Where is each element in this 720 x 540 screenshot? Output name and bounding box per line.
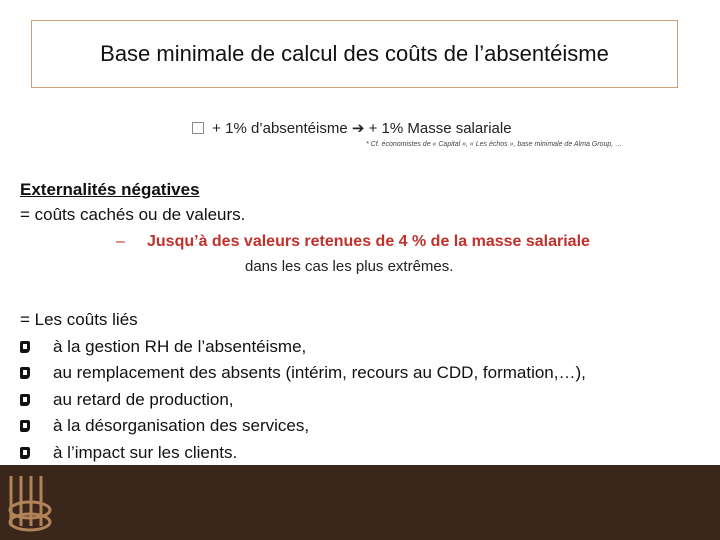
formula-left: + 1% d’absentéisme bbox=[212, 120, 348, 137]
section-line: = coûts cachés ou de valeurs. bbox=[20, 205, 246, 224]
list-intro: = Les coûts liés bbox=[20, 310, 138, 329]
highlight-subline: dans les cas les plus extrêmes. bbox=[245, 258, 454, 275]
formula-line bbox=[192, 119, 512, 137]
footnote: * Cf. économistes de « Capital », « Les échos », base minimale de Alma Group, … bbox=[366, 141, 623, 148]
list-item: au retard de production, bbox=[20, 387, 586, 414]
list-item: au remplacement des absents (intérim, recours au CDD, formation,…), bbox=[20, 360, 586, 387]
bullet-box-icon bbox=[20, 447, 30, 459]
arrow-icon: ➔ bbox=[351, 120, 365, 137]
slide-title: Base minimale de calcul des coûts de l’absentéisme bbox=[100, 41, 609, 66]
section-heading: Externalités négatives bbox=[20, 180, 200, 199]
title-frame bbox=[31, 20, 678, 88]
dash-bullet: – bbox=[116, 233, 125, 250]
list-item: à l’impact sur les clients. bbox=[20, 440, 586, 467]
list-item: à la désorganisation des services, bbox=[20, 413, 586, 440]
checkbox-icon bbox=[192, 122, 204, 134]
bullet-box-icon bbox=[20, 341, 30, 353]
logo-icon bbox=[5, 470, 55, 540]
formula-right: + 1% Masse salariale bbox=[368, 120, 512, 137]
list-item: à la gestion RH de l’absentéisme, bbox=[20, 334, 586, 361]
cost-list bbox=[20, 307, 586, 466]
bullet-box-icon bbox=[20, 420, 30, 432]
bullet-box-icon bbox=[20, 367, 30, 379]
highlight-text: Jusqu’à des valeurs retenues de 4 % de la masse salariale bbox=[147, 233, 590, 250]
footer-band bbox=[0, 465, 720, 540]
bullet-box-icon bbox=[20, 394, 30, 406]
